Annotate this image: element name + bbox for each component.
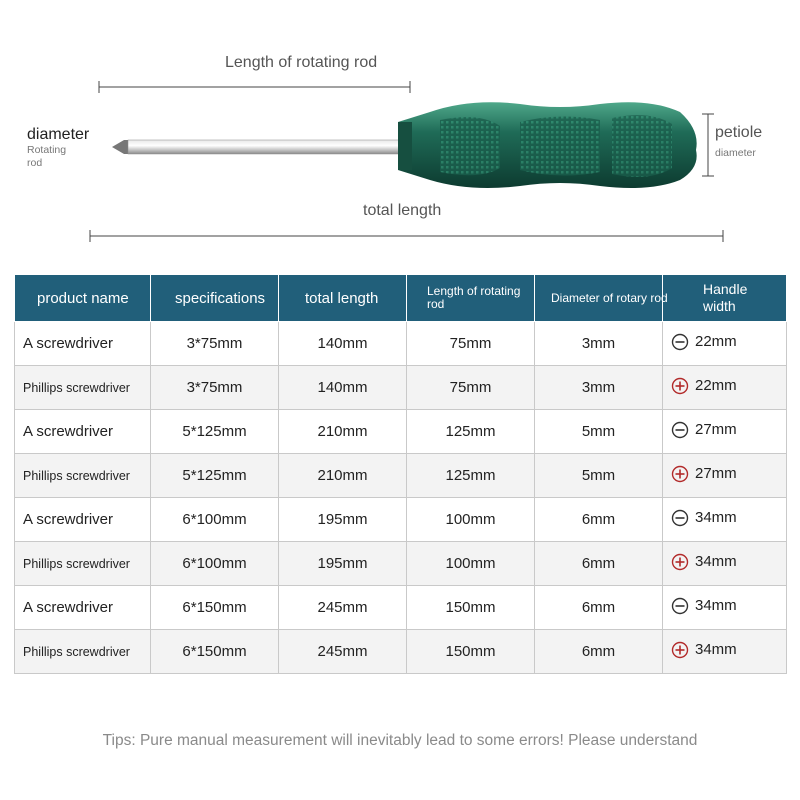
cell-total-length: 195mm [279,498,407,542]
cell-rod-diameter: 3mm [535,322,663,366]
handle-width-value: 27mm [695,465,737,482]
cell-handle-width [663,322,787,366]
cell-rod-length: 125mm [407,410,535,454]
table-row [15,586,787,630]
screwdriver-diagram [0,0,800,260]
cell-specification: 5*125mm [151,410,279,454]
table-row [15,366,787,410]
cell-total-length: 140mm [279,366,407,410]
phillips-icon [671,553,689,571]
cell-product-name: A screwdriver [15,498,151,542]
cell-specification: 3*75mm [151,366,279,410]
handle-width-value: 34mm [695,641,737,658]
cell-rod-length: 150mm [407,630,535,674]
cell-total-length: 195mm [279,542,407,586]
cell-specification: 6*150mm [151,630,279,674]
handle-width-value: 22mm [695,333,737,350]
cell-specification: 6*100mm [151,498,279,542]
table-row [15,498,787,542]
header-product-name: product name [15,275,151,322]
diameter-label: diameter [27,126,90,143]
cell-product-name: Phillips screwdriver [15,630,151,674]
petiole-label: petiole [715,124,763,141]
screwdriver-illustration [0,0,800,260]
table-row [15,410,787,454]
cell-rod-length: 150mm [407,586,535,630]
total-length-label: total length [363,202,442,219]
cell-handle-width [663,410,787,454]
rotating-rod-label-1: Rotating [27,144,67,156]
cell-total-length: 245mm [279,586,407,630]
header-total-length: total length [279,275,407,322]
cell-total-length: 210mm [279,410,407,454]
cell-specification: 3*75mm [151,322,279,366]
cell-rod-diameter: 3mm [535,366,663,410]
cell-specification: 5*125mm [151,454,279,498]
cell-rod-diameter: 6mm [535,630,663,674]
cell-handle-width [663,542,787,586]
table-row [15,322,787,366]
cell-rod-length: 125mm [407,454,535,498]
header-specifications: specifications [151,275,279,322]
header-rod-diameter: Diameter of rotary rod [535,275,663,322]
cell-product-name: A screwdriver [15,586,151,630]
cell-rod-length: 100mm [407,498,535,542]
cell-handle-width [663,498,787,542]
cell-rod-diameter: 6mm [535,586,663,630]
table-header-row [15,275,787,322]
cell-specification: 6*150mm [151,586,279,630]
slotted-icon [671,509,689,527]
cell-rod-diameter: 6mm [535,498,663,542]
slotted-icon [671,597,689,615]
rod-length-label: Length of rotating rod [225,54,378,71]
spec-table [14,274,787,674]
cell-specification: 6*100mm [151,542,279,586]
cell-total-length: 210mm [279,454,407,498]
slotted-icon [671,333,689,351]
handle-width-value: 27mm [695,421,737,438]
cell-product-name: Phillips screwdriver [15,454,151,498]
cell-product-name: A screwdriver [15,322,151,366]
table-row [15,630,787,674]
cell-product-name: Phillips screwdriver [15,542,151,586]
table-row [15,454,787,498]
cell-handle-width [663,586,787,630]
handle-width-value: 34mm [695,553,737,570]
handle-width-value: 22mm [695,377,737,394]
petiole-diameter-label: diameter [715,147,756,159]
cell-total-length: 140mm [279,322,407,366]
handle-width-value: 34mm [695,509,737,526]
cell-rod-diameter: 5mm [535,410,663,454]
cell-handle-width [663,366,787,410]
rotating-rod-label-2: rod [27,157,43,169]
cell-product-name: A screwdriver [15,410,151,454]
slotted-icon [671,421,689,439]
tips-note: Tips: Pure manual measurement will inevitably lead to some errors! Please understand [102,732,698,749]
phillips-icon [671,465,689,483]
cell-rod-length: 75mm [407,366,535,410]
cell-rod-diameter: 6mm [535,542,663,586]
cell-rod-length: 100mm [407,542,535,586]
handle-width-value: 34mm [695,597,737,614]
cell-product-name: Phillips screwdriver [15,366,151,410]
phillips-icon [671,641,689,659]
cell-handle-width [663,454,787,498]
cell-rod-length: 75mm [407,322,535,366]
cell-rod-diameter: 5mm [535,454,663,498]
cell-total-length: 245mm [279,630,407,674]
phillips-icon [671,377,689,395]
header-handle-width: Handle width [663,275,787,322]
header-rod-length: Length of rotating rod [407,275,535,322]
cell-handle-width [663,630,787,674]
table-row [15,542,787,586]
